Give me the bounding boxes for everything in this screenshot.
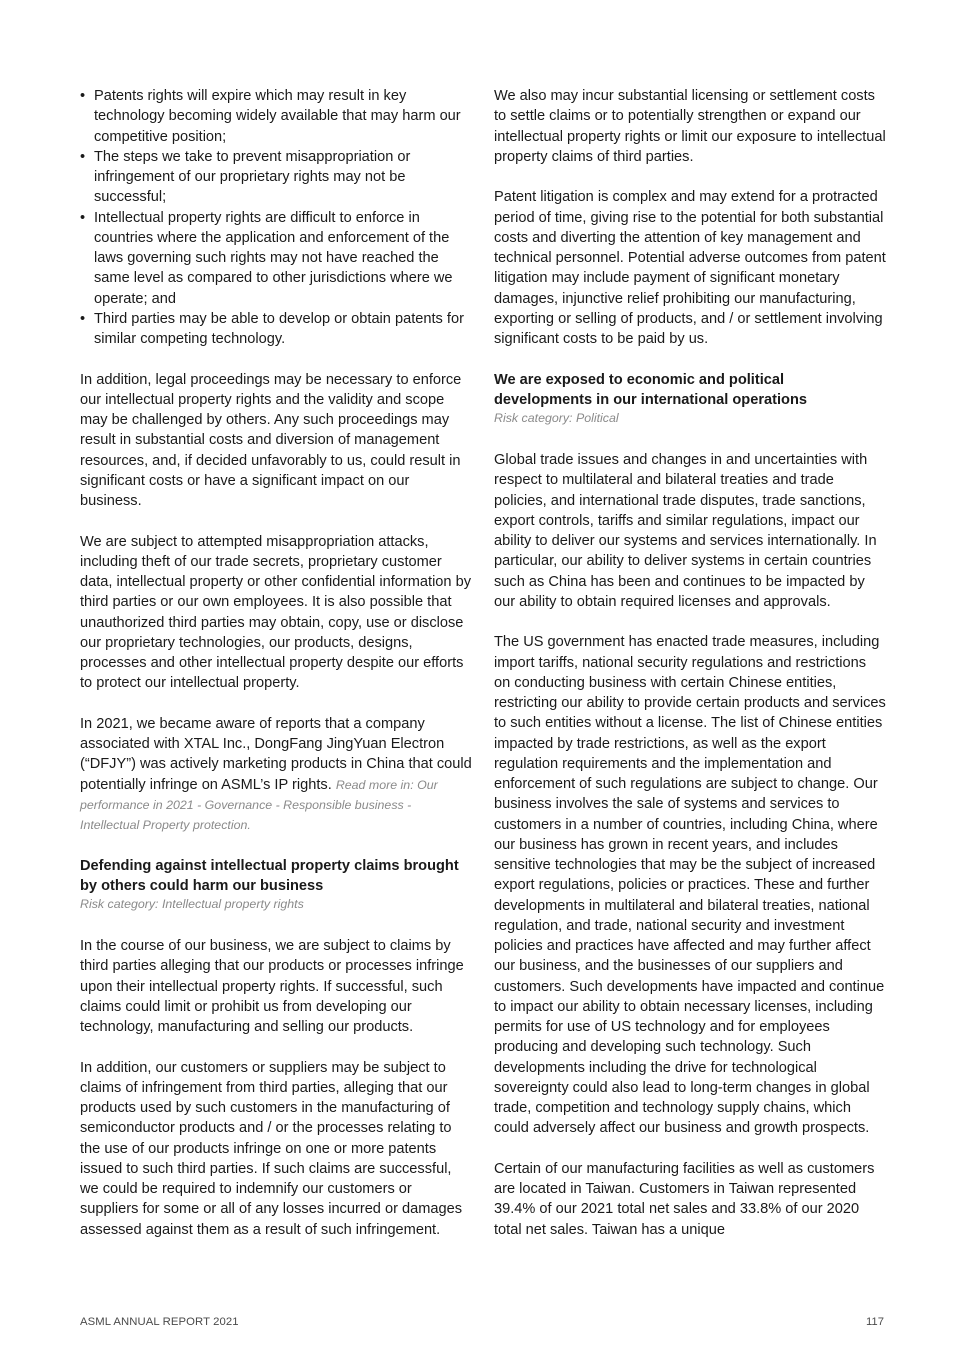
- paragraph-patent-litigation: Patent litigation is complex and may extend for a protracted period of time, giving rise to the potential for both substantial costs and diverting the attention of key management and technical personnel. Potential adverse outcomes from patent litigation may include payment of significant monetary damages, injunctive relief prohibiting our manufacturing, exporting or selling of products, and / or settlement involving significant costs to be paid by us.: [494, 189, 886, 347]
- dfjy-text: In 2021, we became aware of reports that a company associated with XTAL Inc., DongFang JingYuan Electron (“DFJY”) was actively marketing products in China that could potentially infringe on ASML’s IP rights.: [80, 715, 472, 793]
- paragraph-ip-claims-1: In the course of our business, we are subject to claims by third parties alleging that our products or processes infringe upon their intellectual property rights. If successful, such claims could limit or prohibit us from developing our technology, manufacturing and selling our products.: [80, 938, 464, 1035]
- footer-report-title: ASML ANNUAL REPORT 2021: [80, 1316, 239, 1328]
- paragraph-taiwan: Certain of our manufacturing facilities as well as customers are located in Taiwan. Customers in Taiwan represented 39.4% of our 2021 total net sales and 33.8% of our 2020 total net sales. Taiwan has a unique: [494, 1160, 875, 1238]
- paragraph-us-trade-measures: The US government has enacted trade measures, including import tariffs, national security regulations and restrictions on conducting business with certain Chinese entities, restricting our ability to provide certain products and services to such entities without a license. The list of Chinese entities impacted by trade restrictions, as well as the export regulation requirements and the implementation and enforcement of such regulations are subject to change. Our business involves the sale of systems and services to customers in a number of countries, including China, where our business has grown in recent years, and includes sensitive technologies that may be the subject of increased export regulations, policies or practices. These and further developments in multilateral and bilateral treaties, national regulation, and trade, national security and investment policies and practices have affected and may further affect our business, and the businesses of our suppliers and customers. Such developments have impacted and continue to impact our ability to obtain necessary licenses, including permits for use of US technology and for employees producing and developing such technology. Such developments including the drive for technological sovereignty could also lead to long-term changes in global trade, competition and technology supply chains, which could adversely affect our business and growth prospects.: [494, 634, 886, 1137]
- section-heading-ip-claims: Defending against intellectual property claims brought by others could harm our business: [80, 857, 459, 894]
- paragraph-dfjy: [80, 714, 472, 836]
- bullet-item: • Third parties may be able to develop or obtain patents for similar competing technology.: [80, 309, 472, 350]
- paragraph-licensing-costs: We also may incur substantial licensing or settlement costs to settle claims or to potentially strengthen or expand our intellectual property rights or limit our exposure to intellectual property claims of third parties.: [494, 88, 886, 165]
- section-heading-political: We are exposed to economic and political developments in our international operations: [494, 371, 807, 408]
- read-more-link[interactable]: Read more in: Our performance in 2021 - Governance - Responsible business - Intellectual Property protection.: [80, 777, 438, 832]
- paragraph-misappropriation: We are subject to attempted misappropriation attacks, including theft of our trade secrets, proprietary customer data, intellectual property or other confidential information by third parties or our own employees. It is also possible that unauthorized third parties may obtain, copy, use or disclose our proprietary technologies, our products, designs, processes and other intellectual property despite our efforts to protect our intellectual property.: [80, 533, 472, 692]
- bullet-item: • The steps we take to prevent misappropriation or infringement of our proprietary rights may not be successful;: [80, 147, 472, 208]
- paragraph-global-trade: Global trade issues and changes in and uncertainties with respect to multilateral and bilateral treaties and trade policies, and international trade disputes, trade sanctions, export controls, tariffs and similar regulations, impact our ability to deliver our systems and services internationally. In particular, our ability to deliver systems in certain countries such as China has been and continues to be impacted by our ability to obtain required licenses and approvals.: [494, 452, 877, 610]
- risk-category-political: Risk category: Political: [494, 411, 619, 425]
- bullet-item: • Intellectual property rights are difficult to enforce in countries where the application and enforcement of the laws governing such rights may not have reached the same level as compared to other jurisdictions where we operate; and: [80, 208, 472, 309]
- paragraph-legal-proceedings: In addition, legal proceedings may be necessary to enforce our intellectual property rights and the validity and scope may be challenged by others. Any such proceedings may result in substantial costs and diversion of management resources, and, if decided unfavorably to us, could result in significant costs or have a significant impact on our business.: [80, 371, 462, 509]
- bullet-item: • Patents rights will expire which may result in key technology becoming widely available that may harm our competitive position;: [80, 86, 472, 147]
- right-column: [494, 86, 886, 1260]
- paragraph-ip-claims-2: In addition, our customers or suppliers may be subject to claims of infringement from third parties, alleging that our products used by such customers in the manufacturing of semiconductor products and / or the processes relating to the use of our products infringe on one or more patents issued to such third parties. If such claims are successful, we could be required to indemnify our customers or suppliers for some or all of any losses incurred or damages assessed against them as a result of such infringement.: [80, 1059, 463, 1238]
- risk-category-ip: Risk category: Intellectual property rights: [80, 897, 304, 911]
- left-column: [80, 86, 472, 1260]
- footer-page-number: 117: [865, 1316, 884, 1328]
- risk-bullet-list: [80, 86, 472, 349]
